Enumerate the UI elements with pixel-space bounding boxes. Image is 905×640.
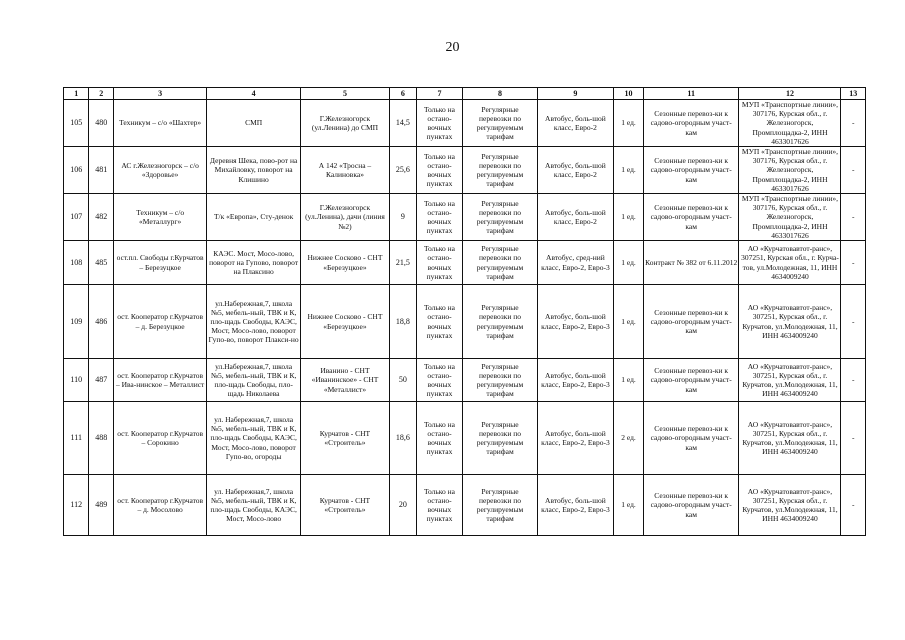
row-number: 110 — [64, 359, 89, 402]
vehicle-count: 1 ед. — [614, 147, 644, 194]
column-header: 6 — [390, 88, 417, 100]
intermediate-stops: ул.Набережная,7, школа №5, мебель-ный, ТВК и К, пло-щадь Свободы, КАЭС, Мост, Мосо-лово, поворот Гупо-во, поворот Плакси-но — [207, 285, 300, 359]
carrier-info: МУП «Транспортные линии», 307176, Курская обл., г. Железногорск, Промплощадка-2, ИНН 4633017626 — [739, 194, 841, 241]
schedule-note: Сезонные перевоз-ки к садово-огородным участ-кам — [643, 402, 739, 475]
transport-type: Регулярные перевозки по регулируемым тарифам — [463, 194, 537, 241]
transport-type: Регулярные перевозки по регулируемым тарифам — [463, 285, 537, 359]
table-row — [64, 402, 866, 475]
vehicle-class: Автобус, боль-шой класс, Евро-2 — [537, 194, 613, 241]
vehicle-class: Автобус, боль-шой класс, Евро-2, Евро-3 — [537, 475, 613, 536]
table-row — [64, 100, 866, 147]
schedule-note: Сезонные перевоз-ки к садово-огородным участ-кам — [643, 194, 739, 241]
carrier-info: МУП «Транспортные линии», 307176, Курская обл., г. Железногорск, Промплощадка-2, ИНН 4633017626 — [739, 100, 841, 147]
routes-table — [63, 87, 866, 536]
route-length: 18,6 — [390, 402, 417, 475]
intermediate-stops: СМП — [207, 100, 300, 147]
route-streets: А 142 «Тросна – Калиновка» — [300, 147, 389, 194]
schedule-note: Сезонные перевоз-ки к садово-огородным участ-кам — [643, 475, 739, 536]
table-row — [64, 359, 866, 402]
vehicle-class: Автобус, боль-шой класс, Евро-2, Евро-3 — [537, 359, 613, 402]
vehicle-count: 2 ед. — [614, 402, 644, 475]
intermediate-stops: ул. Набережная,7, школа №5, мебель-ный, ТВК и К, пло-щадь Свободы, КАЭС, Мост, Мосо-лово — [207, 475, 300, 536]
row-number: 111 — [64, 402, 89, 475]
row-number: 106 — [64, 147, 89, 194]
route-number: 485 — [89, 241, 113, 285]
boarding-procedure: Только на остано-вочных пунктах — [416, 285, 463, 359]
route-length: 25,6 — [390, 147, 417, 194]
route-length: 18,8 — [390, 285, 417, 359]
route-number: 489 — [89, 475, 113, 536]
table-row — [64, 241, 866, 285]
table-row — [64, 285, 866, 359]
route-number: 482 — [89, 194, 113, 241]
boarding-procedure: Только на остано-вочных пунктах — [416, 147, 463, 194]
column-header: 3 — [113, 88, 206, 100]
route-length: 21,5 — [390, 241, 417, 285]
intermediate-stops: ул.Набережная,7, школа №5, мебель-ный, ТВК и К, пло-щадь Свободы, пло-щадь Николаева — [207, 359, 300, 402]
extra-info: - — [841, 359, 866, 402]
carrier-info: АО «Курчатовавтот-ранс», 307251, Курская обл., г. Курчатов, ул.Молодежная, 11, ИНН 4634009240 — [739, 359, 841, 402]
column-header: 13 — [841, 88, 866, 100]
route-streets: Иванино - СНТ «Иванинское» - СНТ «Металлист» — [300, 359, 389, 402]
column-header: 5 — [300, 88, 389, 100]
extra-info: - — [841, 475, 866, 536]
route-streets: Курчатов - СНТ «Строитель» — [300, 475, 389, 536]
intermediate-stops: Деревня Шека, пово-рот на Михайловку, поворот на Клишино — [207, 147, 300, 194]
column-header: 2 — [89, 88, 113, 100]
page-number: 20 — [445, 40, 460, 55]
boarding-procedure: Только на остано-вочных пунктах — [416, 475, 463, 536]
transport-type: Регулярные перевозки по регулируемым тарифам — [463, 147, 537, 194]
column-header: 9 — [537, 88, 613, 100]
column-header: 11 — [643, 88, 739, 100]
boarding-procedure: Только на остано-вочных пунктах — [416, 359, 463, 402]
vehicle-class: Автобус, сред-ний класс, Евро-2, Евро-3 — [537, 241, 613, 285]
vehicle-count: 1 ед. — [614, 285, 644, 359]
carrier-info: АО «Курчатовавтот-ранс», 307251, Курская обл., г. Курча-тов, ул.Молодежная, 11, ИНН 4634009240 — [739, 241, 841, 285]
transport-type: Регулярные перевозки по регулируемым тарифам — [463, 402, 537, 475]
column-header: 1 — [64, 88, 89, 100]
boarding-procedure: Только на остано-вочных пунктах — [416, 402, 463, 475]
vehicle-count: 1 ед. — [614, 241, 644, 285]
transport-type: Регулярные перевозки по регулируемым тарифам — [463, 359, 537, 402]
route-name: ост. Кооператор г.Курчатов – Сорокино — [113, 402, 206, 475]
route-length: 50 — [390, 359, 417, 402]
extra-info: - — [841, 402, 866, 475]
route-name: Техникум – с/о «Шахтер» — [113, 100, 206, 147]
boarding-procedure: Только на остано-вочных пунктах — [416, 100, 463, 147]
row-number: 109 — [64, 285, 89, 359]
route-length: 14,5 — [390, 100, 417, 147]
row-number: 105 — [64, 100, 89, 147]
route-streets: Нижнее Сосково - СНТ «Березуцкое» — [300, 285, 389, 359]
vehicle-class: Автобус, боль-шой класс, Евро-2, Евро-3 — [537, 402, 613, 475]
vehicle-class: Автобус, боль-шой класс, Евро-2 — [537, 100, 613, 147]
schedule-note: Сезонные перевоз-ки к садово-огородным участ-кам — [643, 100, 739, 147]
table-row — [64, 475, 866, 536]
route-streets: Курчатов - СНТ «Строитель» — [300, 402, 389, 475]
boarding-procedure: Только на остано-вочных пунктах — [416, 194, 463, 241]
route-name: ост. Кооператор г.Курчатов – д. Мосолово — [113, 475, 206, 536]
extra-info: - — [841, 194, 866, 241]
intermediate-stops: Т/к «Европа», Сту-денок — [207, 194, 300, 241]
vehicle-count: 1 ед. — [614, 100, 644, 147]
column-header: 7 — [416, 88, 463, 100]
schedule-note: Сезонные перевоз-ки к садово-огородным участ-кам — [643, 359, 739, 402]
table-row — [64, 194, 866, 241]
schedule-note: Контракт № 382 от 6.11.2012 — [643, 241, 739, 285]
route-number: 481 — [89, 147, 113, 194]
route-number: 486 — [89, 285, 113, 359]
route-number: 488 — [89, 402, 113, 475]
column-header: 10 — [614, 88, 644, 100]
carrier-info: АО «Курчатовавтот-ранс», 307251, Курская обл., г. Курчатов, ул.Молодежная, 11, ИНН 4634009240 — [739, 475, 841, 536]
transport-type: Регулярные перевозки по регулируемым тарифам — [463, 475, 537, 536]
vehicle-class: Автобус, боль-шой класс, Евро-2 — [537, 147, 613, 194]
carrier-info: МУП «Транспортные линии», 307176, Курская обл., г. Железногорск, Промплощадка-2, ИНН 4633017626 — [739, 147, 841, 194]
route-streets: Г.Железногорск (ул.Ленина), дачи (линия №2) — [300, 194, 389, 241]
intermediate-stops: КАЭС. Мост, Мосо-лово, поворот на Гупово, поворот на Плаксино — [207, 241, 300, 285]
column-header: 4 — [207, 88, 300, 100]
carrier-info: АО «Курчатовавтот-ранс», 307251, Курская обл., г. Курчатов, ул.Молодежная, 11, ИНН 4634009240 — [739, 285, 841, 359]
vehicle-class: Автобус, боль-шой класс, Евро-2, Евро-3 — [537, 285, 613, 359]
table-row — [64, 147, 866, 194]
transport-type: Регулярные перевозки по регулируемым тарифам — [463, 241, 537, 285]
vehicle-count: 1 ед. — [614, 194, 644, 241]
extra-info: - — [841, 100, 866, 147]
schedule-note: Сезонные перевоз-ки к садово-огородным участ-кам — [643, 147, 739, 194]
column-header: 8 — [463, 88, 537, 100]
column-header: 12 — [739, 88, 841, 100]
schedule-note: Сезонные перевоз-ки к садово-огородным участ-кам — [643, 285, 739, 359]
boarding-procedure: Только на остано-вочных пунктах — [416, 241, 463, 285]
vehicle-count: 1 ед. — [614, 359, 644, 402]
route-length: 20 — [390, 475, 417, 536]
transport-type: Регулярные перевозки по регулируемым тарифам — [463, 100, 537, 147]
row-number: 107 — [64, 194, 89, 241]
route-name: Техникум – с/о «Металлург» — [113, 194, 206, 241]
route-name: ост. Кооператор г.Курчатов – Ива-нинское – Металлист — [113, 359, 206, 402]
route-streets: Г.Железногорск (ул.Ленина) до СМП — [300, 100, 389, 147]
extra-info: - — [841, 285, 866, 359]
route-streets: Нижнее Сосково - СНТ «Березуцкое» — [300, 241, 389, 285]
route-number: 487 — [89, 359, 113, 402]
route-name: АС г.Железногорск – с/о «Здоровье» — [113, 147, 206, 194]
carrier-info: АО «Курчатовавтот-ранс», 307251, Курская обл., г. Курчатов, ул.Молодежная, 11, ИНН 4634009240 — [739, 402, 841, 475]
row-number: 108 — [64, 241, 89, 285]
route-number: 480 — [89, 100, 113, 147]
intermediate-stops: ул. Набережная,7, школа №5, мебель-ный, ТВК и К, пло-щадь Свободы, КАЭС, Мост, Мосо-лово, поворот Гупо-во, огороды — [207, 402, 300, 475]
table-header-row — [64, 88, 866, 100]
row-number: 112 — [64, 475, 89, 536]
route-name: ост.пл. Свободы г.Курчатов – Березуцкое — [113, 241, 206, 285]
extra-info: - — [841, 147, 866, 194]
vehicle-count: 1 ед. — [614, 475, 644, 536]
extra-info: - — [841, 241, 866, 285]
route-name: ост. Кооператор г.Курчатов – д. Березуцкое — [113, 285, 206, 359]
route-length: 9 — [390, 194, 417, 241]
